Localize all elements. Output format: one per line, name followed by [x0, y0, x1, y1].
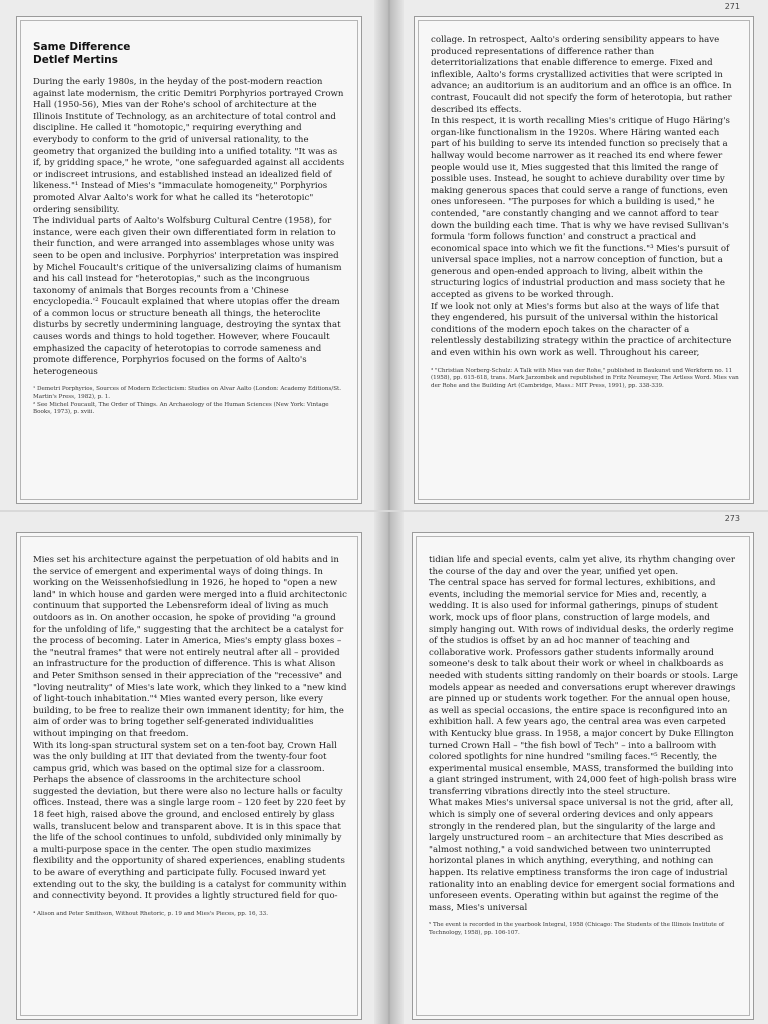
paragraph: With its long-span structural system set on a ten-foot bay, Crown Hall was the only building at IIT that deviated from the twenty-four foot campus grid, which was based on the optimal size for a classroom. Perhaps the absence of classrooms in the architecture school suggested the deviation, but there were also no lecture halls or faculty offices. Instead, there was a single large room – 120 feet by 220 feet by 18 feet high, raised above the ground, and enclosed entirely by glass walls, translucent below and transparent above. It is in this space that the life of the school continues to unfold, subdivided only minimally by a multi-purpose space in the center. The open studio maximizes flexibility and the opportunity of shared experiences, enabling students to be aware of everything and participate fully. Focused inward yet extending out to the sky, the building is a catalyst for community within and connectivity beyond. It provides a lightly structured field for quo-: [33, 740, 347, 902]
footnote: ² See Michel Foucault, The Order of Things. An Archaeology of the Human Sciences (New York: Vintage Books, 1973), p. xviii.: [33, 401, 329, 416]
essay-heading: [33, 41, 347, 67]
paragraph: If we look not only at Mies's forms but also at the ways of life that they engendered, his pursuit of the universal within the historical conditions of the modern epoch takes on the character of a relentlessly destabilizing strategy within the practice of architecture and even within his own work as well. Throughout his career,: [431, 301, 732, 359]
page-left-top: [16, 16, 362, 504]
paragraph: During the early 1980s, in the heyday of the post-modern reaction against late modernism, the critic Demitri Porphyrios portrayed Crown Hall (1950-56), Mies van der Rohe's school of architecture at the Illinois Institute of Technology, as an architecture of total control and discipline. He called it "homotopic," requiring everything and everybody to conform to the grid of universal rationality, to the geometry that organized the building into a unified totality. "It was as if, by gridding space," he wrote, "one safeguarded against all accidents or indiscreet intrusions, and established instead an idealized field of likeness."¹ Instead of Mies's "immaculate homogeneity," Porphyrios promoted Alvar Aalto's work for what he called its "heterotopic" ordering sensibility.: [33, 77, 345, 215]
paragraph: The central space has served for formal lectures, exhibitions, and events, including the memorial service for Mies and, recently, a wedding. It is also used for informal gatherings, pinups of student work, mock ups of floor plans, construction of large models, and simply hanging out. With rows of individual desks, the orderly regime of the studios is offset by an ad hoc manner of teaching and collaborative work. Professors gather students informally around someone's desk to talk about their work or wheel in chalkboards as needed with students sitting randomly on their boards or stools. Large models appear as needed and conversations erupt wherever drawings are pinned up or students work together. For the annual open house, as well as special occasions, the entire space is reconfigured into an exhibition hall. A few years ago, the central area was even carpeted with Kentucky blue grass. In 1958, a major concert by Duke Ellington turned Crown Hall – "the fish bowl of Tech" – into a ballroom with colored spotlights for nine hundred "smiling faces."⁵ Recently, the experimental musical ensemble, MASS, transformed the building into a giant stringed instrument, with 24,000 feet of high-polish brass wire transferring vibrations directly into the steel structure.: [429, 578, 738, 797]
page-left-bottom: [16, 532, 362, 1020]
book-gutter: [374, 0, 404, 510]
page-body: [33, 555, 347, 903]
footnote: ¹ Demetri Porphyrios, Sources of Modern Eclecticism: Studies on Alvar Aalto (London: Academy Editions/St. Martin's Press, 1982), p. 1.: [33, 386, 342, 401]
page-number: 273: [724, 514, 740, 523]
essay-author: Detlef Mertins: [33, 54, 118, 66]
footnotes: [431, 368, 739, 391]
essay-title: Same Difference: [33, 41, 131, 53]
footnote: ⁴ Alison and Peter Smithson, Without Rhetoric, p. 19 and Mies's Pieces, pp. 16, 33.: [33, 910, 268, 917]
footnotes: [33, 386, 347, 416]
page-body: [429, 555, 739, 914]
page-right-bottom: [412, 532, 754, 1020]
page-right-top: [414, 16, 754, 504]
paragraph: collage. In retrospect, Aalto's ordering sensibility appears to have produced representations of difference rather than deterritorializations that enable difference to emerge. Fixed and inflexible, Aalto's forms crystallized activities that were scripted in advance; an auditorium is an auditorium and an office is an office. In contrast, Foucault did not specify the form of heterotopia, but rather described its effects.: [431, 35, 732, 115]
paragraph: In this respect, it is worth recalling Mies's critique of Hugo Häring's organ-like functionalism in the 1920s. Where Häring wanted each part of his building to serve its intended function so precisely that a hallway would become narrower as it reached its end where fewer people would use it, Mies suggested that this limited the range of possible uses. Instead, he sought to achieve durability over time by making generous spaces that could serve a range of functions, even ones unforeseen. "The purposes for which a building is used," he contended, "are constantly changing and we cannot afford to tear down the building each time. That is why we have revised Sullivan's formula 'form follows function' and construct a practical and economical space into which we fit the functions."³ Mies's pursuit of universal space implies, not a narrow conception of function, but a generous and open-ended approach to living, albeit within the structuring logics of industrial production and mass society that he accepted as givens to be worked through.: [431, 116, 730, 301]
top-spread: [0, 0, 768, 510]
paragraph: What makes Mies's universal space universal is not the grid, after all, which is simply one of several ordering devices and only appears strongly in the rendered plan, but the singularity of the large and largely unstructured room – an architecture that Mies described as "almost nothing," a void sandwiched between two uninterrupted horizontal planes in which anything, everything, and nothing can happen. Its relative emptiness transforms the iron cage of industrial rationality into an enabling device for emergent social formations and unforeseen events. Operating within but against the regime of the mass, Mies's universal: [429, 798, 735, 913]
footnote: ³ "Christian Norberg-Schulz: A Talk with Mies van der Rohe," published in Baukunst und Werkform no. 11 (1958), pp. 615-618, trans. Mark Jarzombek and republished in Fritz Neumeyer, The Artless Word. Mies van der Rohe and the Building Art (Cambridge, Mass.: MIT Press, 1991), pp. 338-339.: [431, 367, 739, 389]
page-number: 271: [724, 2, 740, 11]
footnotes: [33, 911, 347, 919]
footnote: ⁵ The event is recorded in the yearbook Integral, 1958 (Chicago: The Students of the Illinois Institute of Technology, 1958), pp. 106-107.: [429, 922, 725, 936]
paragraph: Mies set his architecture against the perpetuation of old habits and in the service of emergent and experimental ways of doing things. In working on the Weissenhofsiedlung in 1926, he hoped to "open a new land" in which house and garden were merged into a fluid architectonic continuum that supported the Lebensreform ideal of living as much outdoors as in. On another occasion, he spoke of providing "a ground for the unfolding of life," suggesting that the architect be a catalyst for the process of becoming. Later in America, Mies's empty glass boxes – the "neutral frames" that were not entirely neutral after all – provided an infrastructure for the production of difference. This is what Alison and Peter Smithson sensed in their appreciation of the "recessive" and "loving neutrality" of Mies's late work, which they linked to a "new kind of light-touch inhabitation."⁴ Mies wanted every person, like every building, to be free to realize their own immanent identity; for him, the aim of order was to bring together self-generated individualities without impinging on that freedom.: [33, 555, 347, 739]
bottom-spread: [0, 512, 768, 1024]
page-body: [431, 35, 739, 360]
book-gutter: [374, 512, 404, 1024]
paragraph: The individual parts of Aalto's Wolfsburg Cultural Centre (1958), for instance, were each given their own differentiated form in relation to their function, and were arranged into assemblages whose unity was seen to be open and inclusive. Porphyrios' interpretation was inspired by Michel Foucault's critique of the universalizing claims of humanism and his call instead for "heterotopias," such as the incongruous taxonomy of animals that Borges recounts from a 'Chinese encyclopedia.'² Foucault explained that where utopias offer the dream of a common locus or structure beneath all things, the heteroclite disturbs by secretly undermining language, destroying the syntax that causes words and things to hold together. However, where Foucault emphasized the capacity of heterotopias to corrode sameness and promote difference, Porphyrios focused on the forms of Aalto's heterogeneous: [33, 216, 342, 377]
footnotes: [429, 922, 739, 937]
page-body: [33, 77, 347, 378]
paragraph: tidian life and special events, calm yet alive, its rhythm changing over the course of the day and over the year, unified yet open.: [429, 555, 735, 577]
